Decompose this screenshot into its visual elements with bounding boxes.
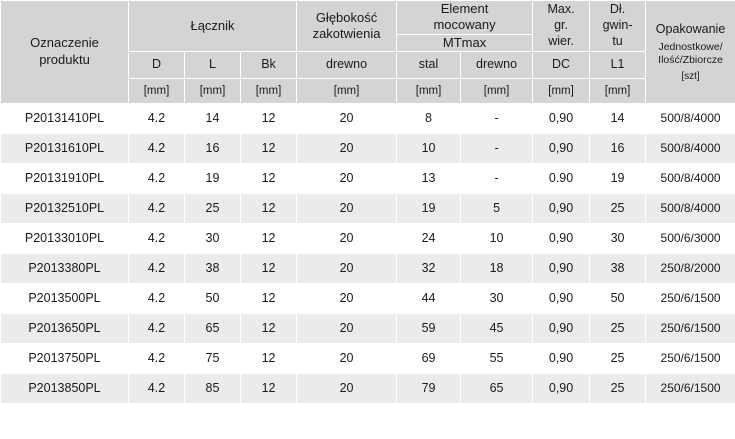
cell-steel: 32 [397, 253, 461, 283]
cell-packaging: 250/6/1500 [646, 373, 735, 403]
cell-code: P2013750PL [1, 343, 129, 373]
header-mounted-element-line2: mocowany [433, 17, 496, 33]
cell-code: P2013850PL [1, 373, 129, 403]
cell-steel: 19 [397, 193, 461, 223]
cell-d: 4.2 [129, 313, 185, 343]
cell-wood-element: 10 [461, 223, 533, 253]
cell-packaging: 250/6/1500 [646, 283, 735, 313]
unit-l1: [mm] [590, 78, 646, 103]
unit-l: [mm] [185, 78, 241, 103]
cell-dc: 0,90 [533, 223, 590, 253]
cell-l1: 30 [590, 223, 646, 253]
subheader-d: D [129, 51, 185, 78]
cell-l1: 50 [590, 283, 646, 313]
table-row [1, 343, 735, 373]
header-anchor-depth-line2: zakotwienia [312, 25, 381, 41]
cell-l1: 25 [590, 193, 646, 223]
header-mounted-element [397, 1, 533, 35]
cell-steel: 59 [397, 313, 461, 343]
cell-l: 14 [185, 103, 241, 133]
cell-l1: 14 [590, 103, 646, 133]
unit-dc: [mm] [533, 78, 590, 103]
table-row [1, 193, 735, 223]
cell-d: 4.2 [129, 283, 185, 313]
cell-bk: 12 [241, 103, 297, 133]
header-row-1 [1, 1, 735, 35]
cell-wood-element: - [461, 103, 533, 133]
cell-l: 50 [185, 283, 241, 313]
cell-bk: 12 [241, 223, 297, 253]
cell-code: P20132510PL [1, 193, 129, 223]
cell-packaging: 500/8/4000 [646, 103, 735, 133]
cell-d: 4.2 [129, 133, 185, 163]
cell-packaging: 250/6/1500 [646, 313, 735, 343]
cell-d: 4.2 [129, 343, 185, 373]
unit-wood-depth: [mm] [297, 78, 397, 103]
cell-dc: 0,90 [533, 253, 590, 283]
cell-l: 25 [185, 193, 241, 223]
cell-wood-element: - [461, 163, 533, 193]
table-row [1, 373, 735, 403]
header-max-drill-thickness [533, 1, 590, 52]
cell-bk: 12 [241, 313, 297, 343]
cell-l1: 25 [590, 313, 646, 343]
cell-dc: 0,90 [533, 283, 590, 313]
subheader-steel: stal [397, 51, 461, 78]
cell-d: 4.2 [129, 193, 185, 223]
header-packaging-sub1: Jednostkowe/ [658, 40, 723, 53]
cell-dc: 0,90 [533, 103, 590, 133]
cell-d: 4.2 [129, 103, 185, 133]
table-body [1, 103, 735, 403]
header-fastener: Łącznik [129, 1, 297, 52]
cell-packaging: 500/8/4000 [646, 193, 735, 223]
header-max-drill-line2: gr. [554, 18, 568, 33]
header-packaging-sub2: Ilość/Zbiorcze [658, 54, 723, 66]
cell-l1: 16 [590, 133, 646, 163]
cell-d: 4.2 [129, 163, 185, 193]
cell-code: P20131410PL [1, 103, 129, 133]
cell-packaging: 250/6/1500 [646, 343, 735, 373]
table-row [1, 283, 735, 313]
header-anchor-depth-line1: Głębokość [315, 9, 378, 25]
cell-wood-depth: 20 [297, 223, 397, 253]
cell-l: 65 [185, 313, 241, 343]
cell-packaging: 500/8/4000 [646, 133, 735, 163]
cell-wood-depth: 20 [297, 193, 397, 223]
header-thread-length [590, 1, 646, 52]
cell-d: 4.2 [129, 223, 185, 253]
cell-steel: 69 [397, 343, 461, 373]
table-row [1, 313, 735, 343]
cell-l: 85 [185, 373, 241, 403]
cell-wood-depth: 20 [297, 343, 397, 373]
cell-l1: 25 [590, 373, 646, 403]
subheader-wood-depth: drewno [297, 51, 397, 78]
cell-wood-element: 30 [461, 283, 533, 313]
cell-steel: 24 [397, 223, 461, 253]
cell-bk: 12 [241, 163, 297, 193]
unit-wood-element: [mm] [461, 78, 533, 103]
subheader-dc: DC [533, 51, 590, 78]
unit-steel: [mm] [397, 78, 461, 103]
cell-l: 30 [185, 223, 241, 253]
header-anchor-depth [297, 1, 397, 52]
cell-wood-depth: 20 [297, 313, 397, 343]
cell-dc: 0.90 [533, 163, 590, 193]
subheader-bk: Bk [241, 51, 297, 78]
cell-l: 75 [185, 343, 241, 373]
cell-bk: 12 [241, 373, 297, 403]
header-max-drill-line3: wier. [548, 33, 574, 48]
header-max-drill-line1: Max. [547, 2, 575, 17]
table-header [1, 1, 735, 104]
cell-wood-depth: 20 [297, 133, 397, 163]
cell-l1: 38 [590, 253, 646, 283]
table-row [1, 223, 735, 253]
cell-wood-element: 65 [461, 373, 533, 403]
cell-code: P20133010PL [1, 223, 129, 253]
cell-code: P20131910PL [1, 163, 129, 193]
cell-packaging: 500/6/3000 [646, 223, 735, 253]
cell-l1: 25 [590, 343, 646, 373]
header-product-line2: produktu [39, 51, 90, 67]
cell-wood-element: 18 [461, 253, 533, 283]
header-packaging [646, 1, 735, 104]
cell-wood-depth: 20 [297, 253, 397, 283]
cell-wood-element: 55 [461, 343, 533, 373]
cell-bk: 12 [241, 283, 297, 313]
cell-code: P20131610PL [1, 133, 129, 163]
cell-dc: 0,90 [533, 343, 590, 373]
subheader-wood-element: drewno [461, 51, 533, 78]
table-row [1, 253, 735, 283]
cell-bk: 12 [241, 193, 297, 223]
cell-bk: 12 [241, 133, 297, 163]
cell-steel: 44 [397, 283, 461, 313]
subheader-l1: L1 [590, 51, 646, 78]
header-mounted-element-line1: Element [440, 1, 489, 16]
cell-wood-element: 45 [461, 313, 533, 343]
cell-wood-element: 5 [461, 193, 533, 223]
header-thread-length-line3: tu [612, 33, 623, 48]
subheader-l: L [185, 51, 241, 78]
cell-l: 16 [185, 133, 241, 163]
cell-l: 38 [185, 253, 241, 283]
cell-l1: 19 [590, 163, 646, 193]
header-mtmax: MTmax [397, 34, 533, 51]
cell-wood-depth: 20 [297, 163, 397, 193]
header-packaging-sub3: [szt] [681, 71, 700, 83]
cell-dc: 0,90 [533, 193, 590, 223]
cell-l: 19 [185, 163, 241, 193]
cell-dc: 0,90 [533, 313, 590, 343]
cell-packaging: 250/8/2000 [646, 253, 735, 283]
cell-wood-depth: 20 [297, 373, 397, 403]
cell-bk: 12 [241, 253, 297, 283]
header-product-line1: Oznaczenie [30, 34, 99, 50]
table-row [1, 133, 735, 163]
cell-wood-depth: 20 [297, 283, 397, 313]
cell-steel: 8 [397, 103, 461, 133]
cell-steel: 13 [397, 163, 461, 193]
cell-dc: 0,90 [533, 133, 590, 163]
unit-bk: [mm] [241, 78, 297, 103]
cell-packaging: 500/8/4000 [646, 163, 735, 193]
cell-d: 4.2 [129, 253, 185, 283]
unit-d: [mm] [129, 78, 185, 103]
table-row [1, 163, 735, 193]
cell-wood-depth: 20 [297, 103, 397, 133]
header-thread-length-line1: Dł. [609, 2, 626, 17]
header-product [1, 1, 129, 104]
header-packaging-main: Opakowanie [655, 21, 726, 36]
cell-code: P2013380PL [1, 253, 129, 283]
cell-code: P2013500PL [1, 283, 129, 313]
cell-steel: 79 [397, 373, 461, 403]
cell-dc: 0,90 [533, 373, 590, 403]
cell-d: 4.2 [129, 373, 185, 403]
header-thread-length-line2: gwin- [602, 18, 633, 33]
cell-bk: 12 [241, 343, 297, 373]
cell-code: P2013650PL [1, 313, 129, 343]
cell-wood-element: - [461, 133, 533, 163]
cell-steel: 10 [397, 133, 461, 163]
table-row [1, 103, 735, 133]
